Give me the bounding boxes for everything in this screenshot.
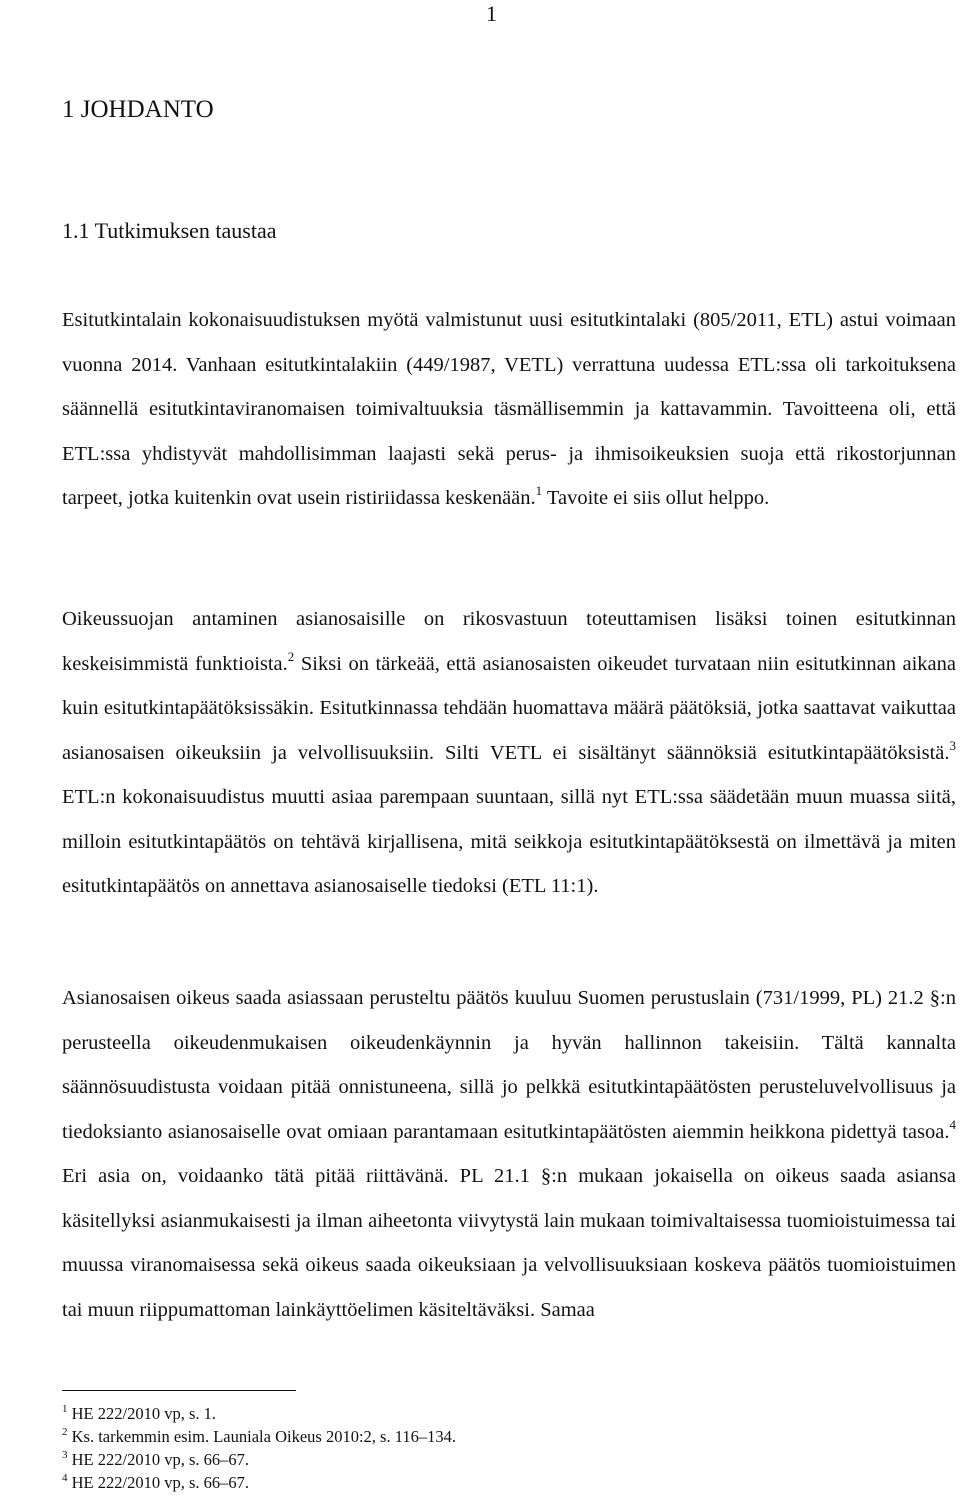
footnote-text: HE 222/2010 vp, s. 66–67. [67,1450,249,1469]
footnote-item [62,1471,942,1494]
paragraph-2-text-a: Oikeussuojan antaminen asianosaisille on rikosvastuun toteuttamisen lisäksi toinen esitutkinnan keskeisimmistä funktioista. [62,608,956,675]
footnote-number: 4 [62,1472,68,1484]
paragraph-1-text-a: Esitutkintalain kokonaisuudistuksen myötä valmistunut uusi esitutkintalaki (805/2011, ETL) astui voimaan vuonna 2014. Vanhaan esitutkintalakiin (449/1987, VETL) verrattuna uudessa ETL:ssa oli tarkoituksena säännellä esitutkintaviranomaisen toimivaltuuksia täsmällisemmin ja kattavammin. Tavoitteena oli, että ETL:ssa yhdistyvät mahdollisimman laajasti sekä perus- ja ihmisoikeuksien suoja että rikostorjunnan tarpeet, jotka kuitenkin ovat usein ristiriidassa keskenään. [62,309,956,509]
footnote-ref-1[interactable]: 1 [535,483,543,498]
paragraph-2 [62,597,956,909]
paragraph-1 [62,298,956,521]
footnote-number: 3 [62,1449,68,1461]
paragraph-3-text-b: Eri asia on, voidaanko tätä pitää riittävänä. PL 21.1 §:n mukaan jokaisella on oikeus saada asiansa käsitellyksi asianmukaisesti ja ilman aiheetonta viivytystä lain mukaan toimivaltaisessa tuomioistuimessa tai muussa viranomaisessa sekä oikeus saada oikeuksiaan ja velvollisuuksiaan koskeva päätös tuomioistuimen tai muun riippumattoman lainkäyttöelimen käsiteltäväksi. Samaa [62,1165,956,1321]
footnote-item [62,1425,942,1448]
footnote-text: Ks. tarkemmin esim. Launiala Oikeus 2010:2, s. 116–134. [67,1427,456,1446]
footnote-number: 2 [62,1426,68,1438]
page-number: 1 [486,1,497,26]
footnote-item [62,1448,942,1471]
paragraph-1-text-b: Tavoite ei siis ollut helppo. [542,487,770,509]
footnote-separator [62,1390,296,1391]
footnote-text: HE 222/2010 vp, s. 1. [67,1404,216,1423]
footnote-list [62,1402,942,1494]
footnote-item [62,1402,942,1425]
paragraph-2-text-b: Siksi on tärkeää, että asianosaisten oikeudet turvataan niin esitutkinnan aikana kuin esitutkintapäätöksissäkin. Esitutkinnassa tehdään huomattava määrä päätöksiä, jotka saattavat vaikuttaa asianosaisen oikeuksiin ja velvollisuuksiin. Silti VETL ei sisältänyt säännöksiä esitutkintapäätöksistä. [62,652,957,764]
footnote-ref-2[interactable]: 2 [287,648,295,664]
paragraph-3 [62,976,956,1332]
section-title: 1.1 Tutkimuksen taustaa [62,218,277,243]
footnote-ref-4[interactable]: 4 [949,1116,956,1132]
paragraph-3-text-a: Asianosaisen oikeus saada asiassaan perusteltu päätös kuuluu Suomen perustuslain (731/1999, PL) 21.2 §:n perusteella oikeudenmukaisen oikeudenkäynnin ja hyvän hallinnon takeisiin. Tältä kannalta säännösuudistusta voidaan pitää onnistuneena, sillä jo pelkkä esitutkintapäätösten perusteluvelvollisuus ja tiedoksianto asianosaiselle ovat omiaan parantamaan esitutkintapäätösten aiemmin heikkona pidettyä tasoa. [62,987,956,1143]
footnote-number: 1 [62,1403,68,1415]
paragraph-2-text-c: ETL:n kokonaisuudistus muutti asiaa parempaan suuntaan, sillä nyt ETL:ssa säädetään muun muassa siitä, milloin esitutkintapäätös on tehtävä kirjallisena, mitä seikkoja esitutkintapäätöksestä on ilmettävä ja miten esitutkintapäätös on annettava asianosaiselle tiedoksi (ETL 11:1). [62,786,956,897]
footnote-text: HE 222/2010 vp, s. 66–67. [67,1473,249,1492]
footnote-ref-3[interactable]: 3 [949,737,956,753]
chapter-title: 1 JOHDANTO [62,96,214,123]
